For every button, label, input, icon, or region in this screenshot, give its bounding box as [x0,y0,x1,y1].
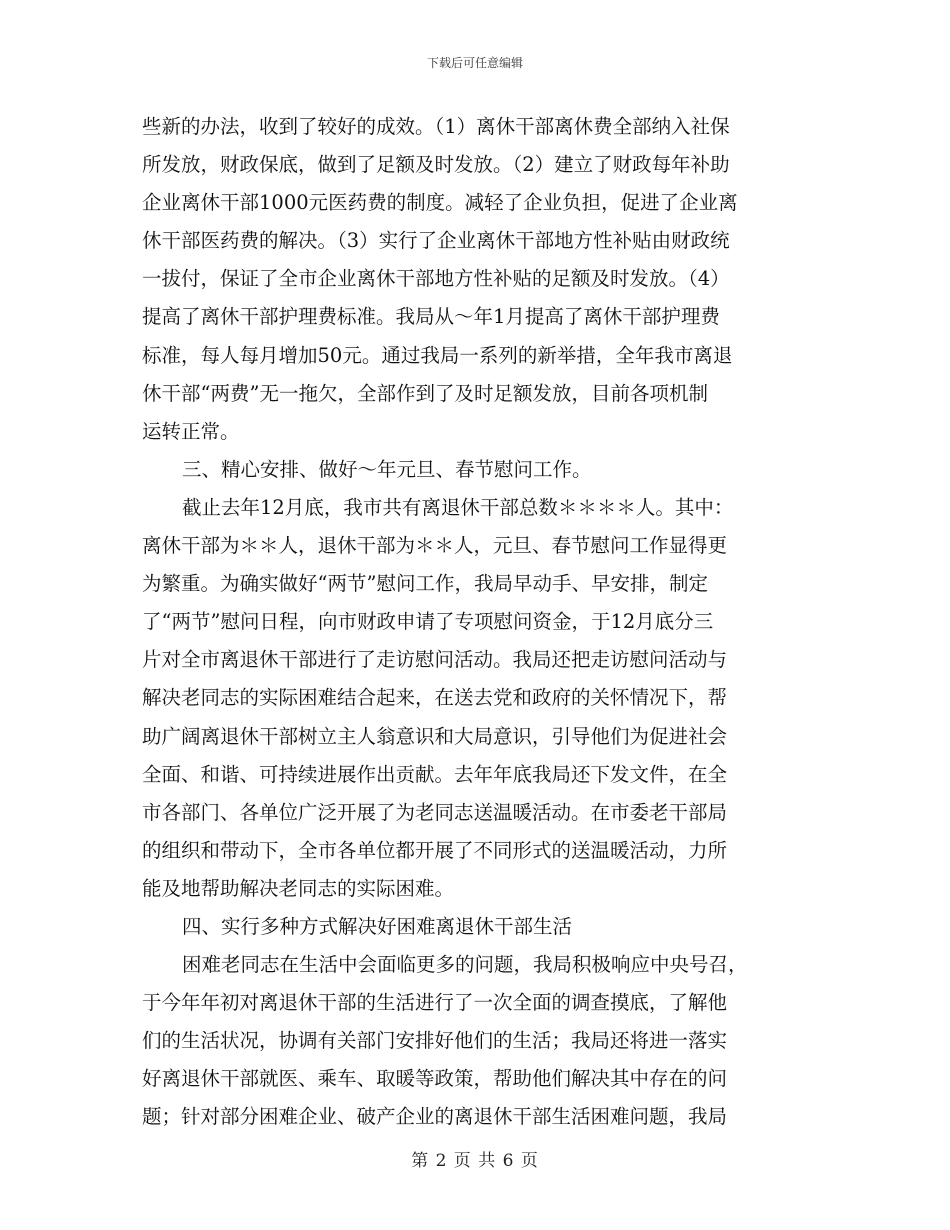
text-line: 了“两节”慰问日程，向市财政申请了专项慰问资金，于12月底分三 [142,610,714,634]
text-line: 休干部“两费”无一拖欠，全部作到了及时足额发放，目前各项机制 [142,381,708,405]
text-line: 些新的办法，收到了较好的成效。（1）离休干部离休费全部纳入社保 [142,115,730,138]
section-heading: 四、实行多种方式解决好困难离退休干部生活 [182,914,573,938]
document-body [142,108,807,1137]
text-line: 所发放，财政保底，做到了足额及时发放。（2）建立了财政每年补助 [142,153,730,177]
section-heading: 三、精心安排、做好～年元旦、春节慰问工作。 [182,457,592,481]
text-line: 运转正常。 [142,419,240,443]
text-line: 市各部门、各单位广泛开展了为老同志送温暖活动。在市委老干部局 [142,800,728,824]
text-line: 全面、和谐、可持续进展作出贡献。去年年底我局还下发文件，在全 [142,762,728,786]
text-line: 片对全市离退休干部进行了走访慰问活动。我局还把走访慰问活动与 [142,648,728,672]
text-line: 解决老同志的实际困难结合起来，在送去党和政府的关怀情况下，帮 [142,686,728,710]
text-line: 的组织和带动下，全市各单位都开展了不同形式的送温暖活动，力所 [142,838,728,862]
paragraph-start: 截止去年12月底，我市共有离退休干部总数＊＊＊＊人。其中： [182,495,734,519]
text-line: 一拔付，保证了全市企业离休干部地方性补贴的足额及时发放。（4） [142,267,730,291]
text-line: 能及地帮助解决老同志的实际困难。 [142,876,455,900]
text-line: 助广阔离退休干部树立主人翁意识和大局意识，引导他们为促进社会 [142,724,728,748]
paragraph-start: 困难老同志在生活中会面临更多的问题，我局积极响应中央号召， [182,953,748,977]
text-line: 企业离休干部1000元医药费的制度。减轻了企业负担，促进了企业离 [142,191,738,215]
text-line: 为繁重。为确实做好“两节”慰问工作，我局早动手、早安排，制定 [142,572,708,596]
text-line: 好离退休干部就医、乘车、取暖等政策，帮助他们解决其中存在的问 [142,1067,728,1091]
text-line: 标准，每人每月增加50元。通过我局一系列的新举措，全年我市离退 [142,343,733,367]
text-line: 题；针对部分困难企业、破产企业的离退休干部生活困难问题，我局 [142,1105,728,1129]
text-line: 休干部医药费的解决。（3）实行了企业离休干部地方性补贴由财政统 [142,229,730,253]
text-line: 们的生活状况，协调有关部门安排好他们的生活；我局还将进一落实 [142,1029,728,1053]
page-header: 下载后可任意编辑 [426,56,523,70]
text-line: 提高了离休干部护理费标准。我局从～年1月提高了离休干部护理费 [142,305,720,329]
text-line: 离休干部为＊＊人，退休干部为＊＊人，元旦、春节慰问工作显得更 [142,534,728,558]
text-line: 于今年年初对离退休干部的生活进行了一次全面的调查摸底，了解他 [142,991,728,1015]
page-number-footer: 第 2 页 共 6 页 [411,1151,539,1171]
